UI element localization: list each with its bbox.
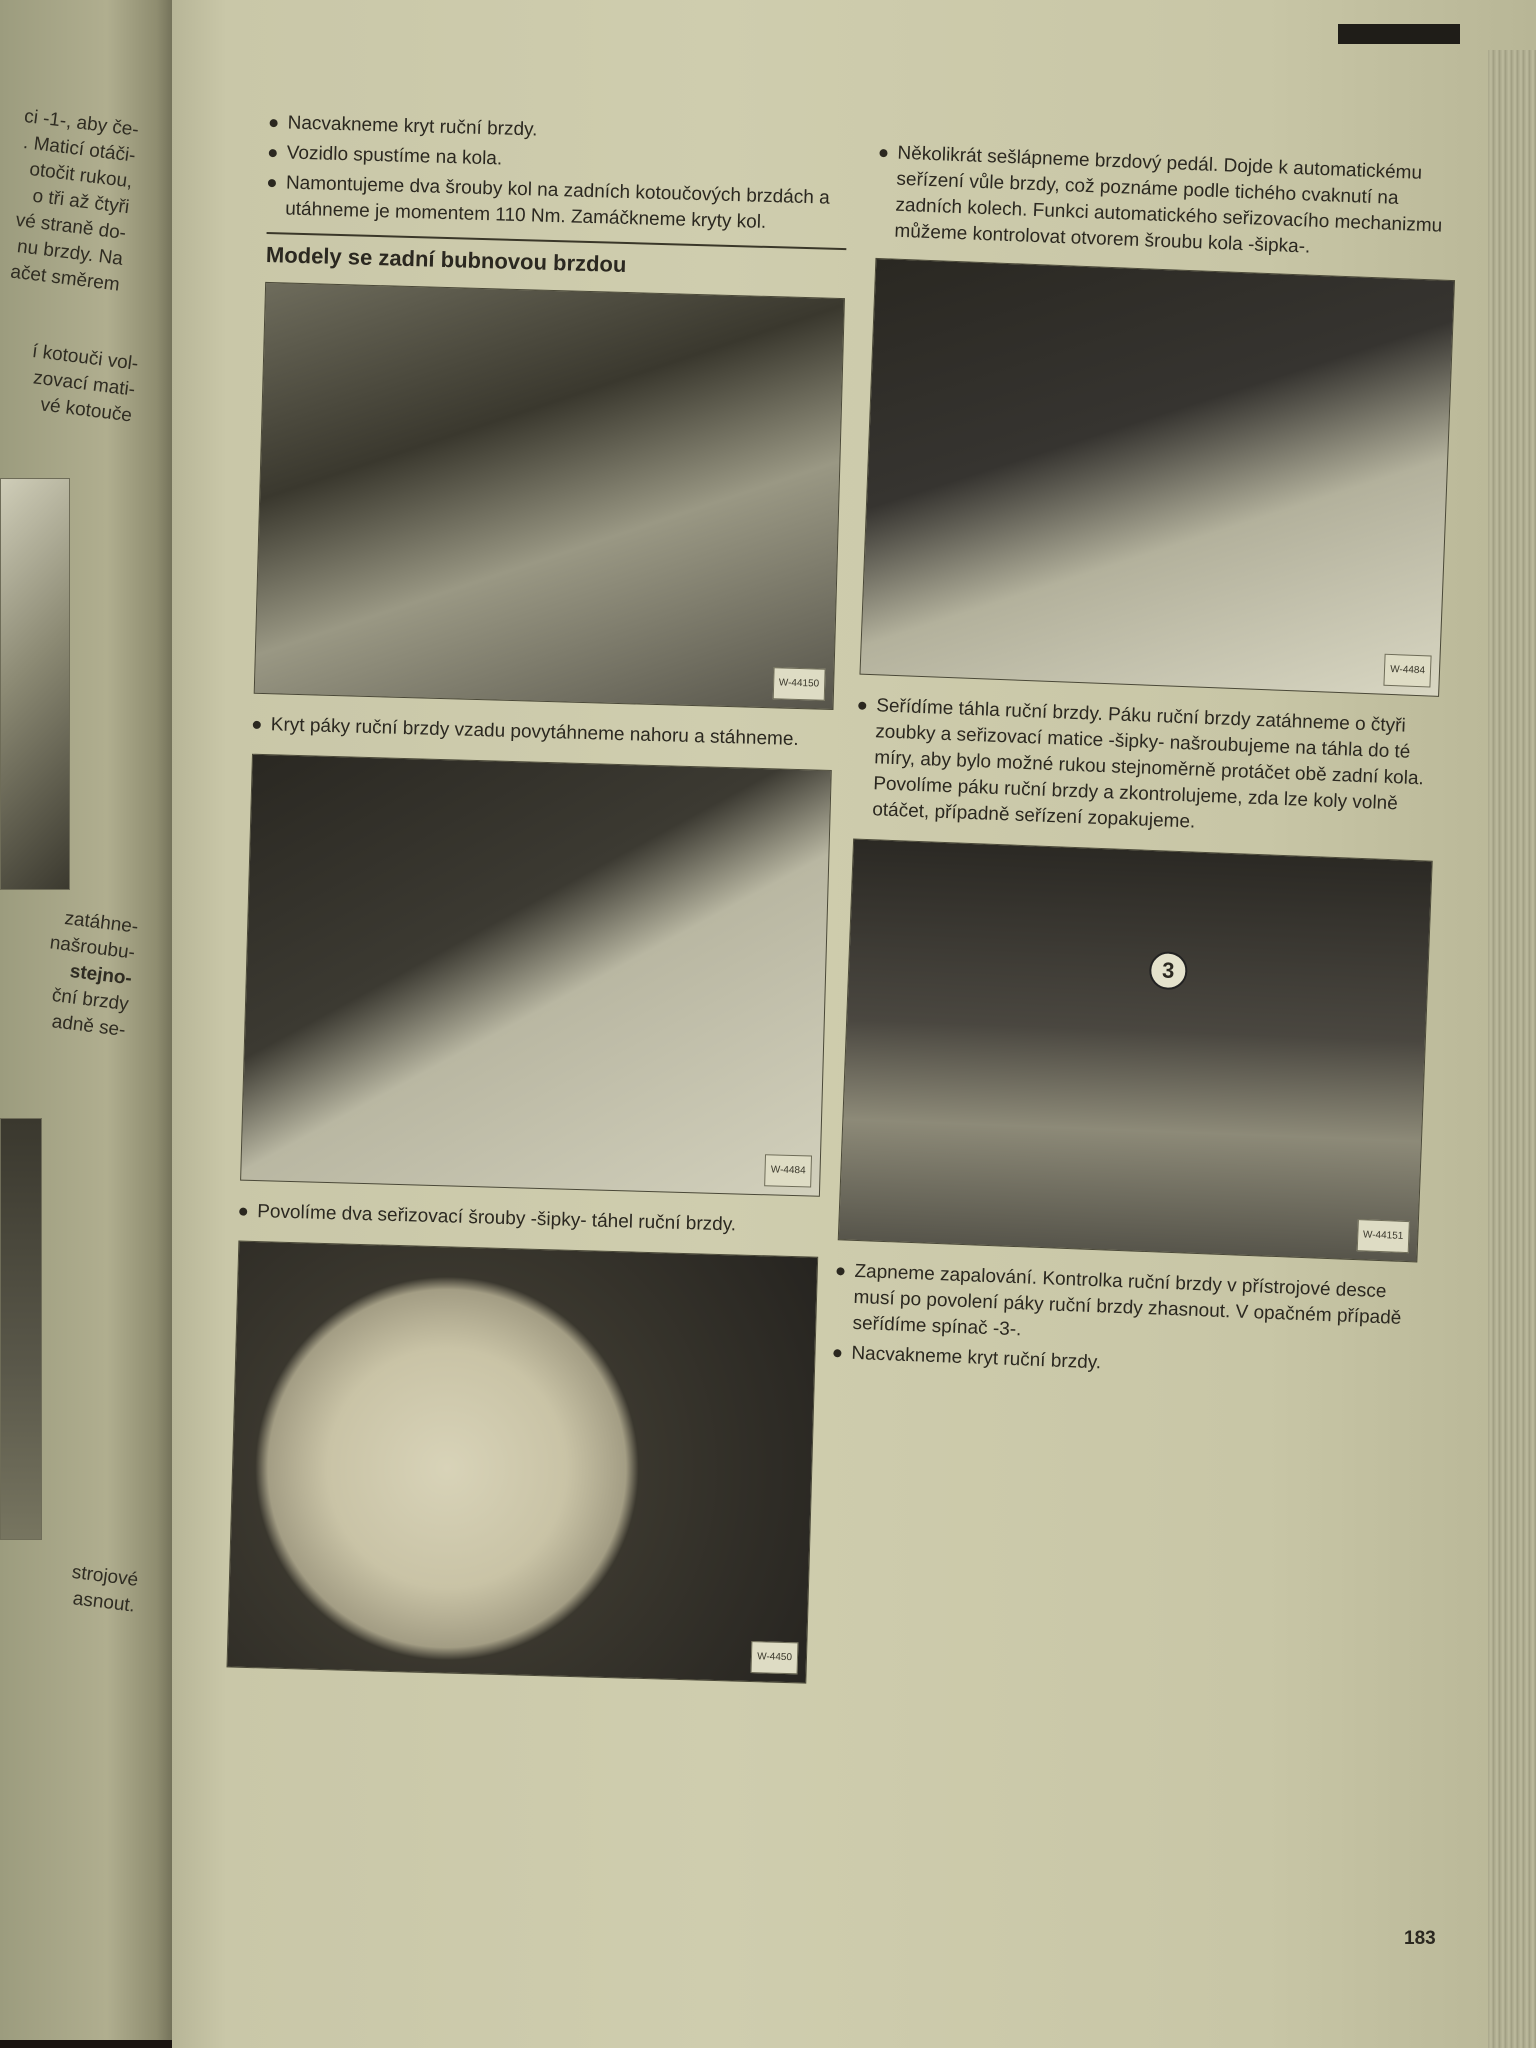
left-text-line: . Maticí otáči- xyxy=(21,132,137,167)
left-text-line: strojové xyxy=(71,1561,140,1591)
left-page-text-block-1 xyxy=(4,104,140,299)
callout-label: 3 xyxy=(1149,951,1188,990)
photo-code: W-4484 xyxy=(1384,654,1432,688)
left-text-line: zovací mati- xyxy=(32,367,137,401)
left-text-line: ačet směrem xyxy=(9,261,121,296)
header-tab xyxy=(1338,24,1460,44)
left-text-line: adně se- xyxy=(51,1011,128,1042)
photo-code: W-4450 xyxy=(751,1641,799,1674)
cable-adjuster-photo xyxy=(240,754,832,1197)
left-text-line: ci -1-, aby če- xyxy=(22,105,140,141)
left-text-line: nu brzdy. Na xyxy=(15,236,124,270)
left-page-photo xyxy=(0,1118,42,1540)
bullet-item: Namontujeme dva šrouby kol na zadních kotoučových brzdách a utáhneme je momentem 110 Nm. Zamáčkneme kryty kol. xyxy=(267,170,848,238)
left-text-line: otočit rukou, xyxy=(28,158,134,193)
photo-code: W-4484 xyxy=(764,1154,812,1187)
left-text-line: stejno- xyxy=(69,961,134,990)
photo-code: W-44150 xyxy=(772,667,825,700)
left-text-line: vé kotouče xyxy=(39,394,134,427)
left-page-text-block-4 xyxy=(68,1560,140,1620)
left-text-line: našroubu- xyxy=(49,932,137,964)
ignition-text: Zapneme zapalování. Kontrolka ruční brzdy v přístrojové desce musí po povolení páky ruční brzdy zhasnout. V opačném případě seřídíme spínač -3-. xyxy=(834,1258,1417,1358)
brake-drum-photo xyxy=(226,1241,818,1684)
cable-adjuster-photo xyxy=(859,258,1455,697)
bullet-item: Nacvakneme kryt ruční brzdy. xyxy=(269,110,849,152)
left-text-line: o tři až čtyři xyxy=(31,185,131,219)
photo-caption: Kryt páky ruční brzdy vzadu povytáhneme nahoru a stáhneme. xyxy=(252,712,832,754)
left-page-text-block-2 xyxy=(25,339,140,429)
handbrake-photo xyxy=(254,282,845,710)
left-text-line: asnout. xyxy=(72,1588,137,1617)
left-page-text-block-3 xyxy=(39,905,140,1044)
bullet-item: Vozidlo spustíme na kola. xyxy=(268,140,848,182)
left-text-line: zatáhne- xyxy=(63,907,140,938)
page-number: 183 xyxy=(1404,1928,1436,1949)
left-page xyxy=(0,0,178,2040)
left-text-line: ční brzdy xyxy=(51,985,131,1016)
left-text-line: í kotouči vol- xyxy=(31,340,140,375)
left-text-line: vé straně do- xyxy=(14,209,128,245)
handbrake-switch-photo xyxy=(838,838,1433,1262)
right-column xyxy=(833,140,1460,1392)
section-heading: Modely se zadní bubnovou brzdou xyxy=(265,241,627,278)
left-page-photo xyxy=(0,478,70,890)
photo-caption: Povolíme dva seřizovací šrouby -šipky- táhel ruční brzdy. xyxy=(239,1199,819,1241)
left-column xyxy=(226,110,850,1702)
page-stack-edge xyxy=(1488,50,1536,2048)
intro-text: Několikrát sešlápneme brzdový pedál. Dojde k automatickému seřízení vůle brzdy, což poznáme podle tichého cvaknutí na zadních kolech. Funkci automatického seřizovacího mechanizmu můžeme kontrolovat otvorem šroubu kola -šipka-. xyxy=(876,140,1460,266)
adjust-text: Seřídíme táhla ruční brzdy. Páku ruční brzdy zatáhneme o čtyři zoubky a seřizovací matice -šipky- našroubujeme na táhla do té míry, aby bylo možné rukou stejnoměrně protáčet obě zadní kola. Povolíme páku ruční brzdy a zkontrolujeme, zda lze koly volně otáčet, případně seřízení zopakujeme. xyxy=(854,693,1439,845)
photo-code: W-44151 xyxy=(1356,1219,1410,1253)
final-text: Nacvakneme kryt ruční brzdy. xyxy=(833,1340,1414,1388)
